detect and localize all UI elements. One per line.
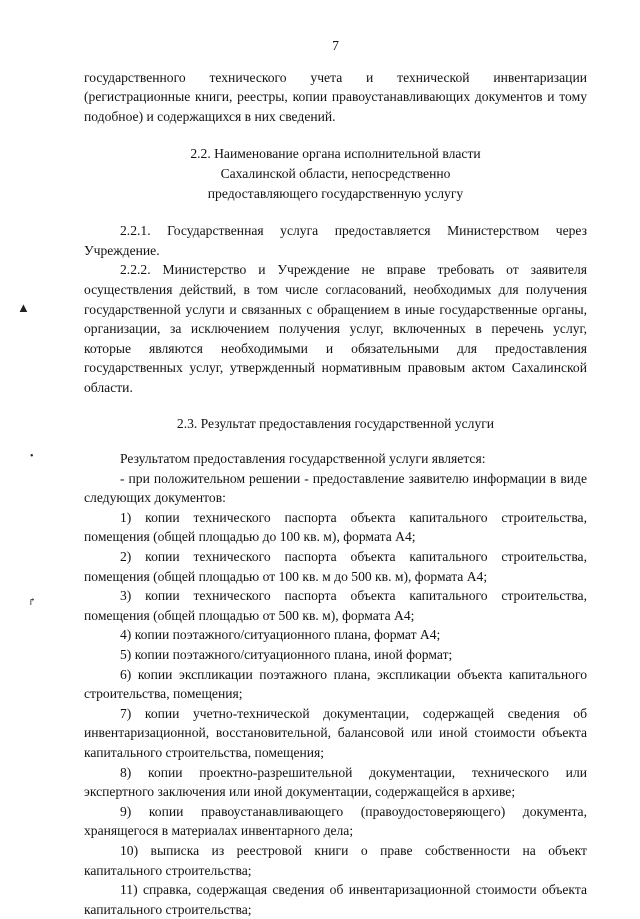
page-number: 7 [332, 38, 339, 53]
list-item: 11) справка, содержащая сведения об инвентаризационной стоимости объекта капитального строительства; [84, 882, 587, 917]
list-item: 4) копии поэтажного/ситуационного плана, формат А4; [120, 627, 441, 643]
section-2-3-heading: 2.3. Результат предоставления государственной услуги [176, 415, 495, 431]
list-item: 2) копии технического паспорта объекта капитального строительства, помещения (общей площадью от 100 кв. м до 500 кв. м), формата А4; [84, 549, 587, 584]
section-heading-line: предоставляющего государственную услугу [207, 185, 464, 201]
result-lead: Результатом предоставления государственной услуги является: [120, 451, 486, 467]
section-2-2-heading [84, 144, 587, 203]
list-item: 5) копии поэтажного/ситуационного плана, иной формат; [120, 647, 453, 663]
list-item: 1) копии технического паспорта объекта капитального строительства, помещения (общей площадью до 100 кв. м), формата А4; [84, 509, 587, 545]
section-heading-line: 2.2. Наименование органа исполнительной власти [190, 146, 481, 162]
document-page [84, 36, 587, 919]
list-item: 9) копии правоустанавливающего (правоудостоверяющего) документа, хранящегося в материалах инвентарного дела; [84, 803, 587, 839]
margin-mark: ↱ [28, 597, 37, 608]
positive-decision: - при положительном решении - предоставление заявителю информации в виде следующих документов: [84, 470, 587, 506]
list-item: 7) копии учетно-технической документации, содержащей сведения об инвентаризационной, восстановительной, балансовой или иной стоимости объекта капитального строительства, помещения; [84, 705, 587, 760]
paragraph-2-2-2: 2.2.2. Министерство и Учреждение не вправе требовать от заявителя осуществления действий, в том числе согласований, необходимых для получения государственной услуги и связанных с обращением в иные государственные органы, организации, за исключением получения услуг, включенных в перечень услуг, которые являются необходимыми и обязательными для предоставления государственных услуг, утвержденный нормативным правовым актом Сахалинской области. [84, 262, 587, 395]
intro-paragraph: государственного технического учета и технической инвентаризации (регистрационные книги, реестры, копии правоустанавливающих документов и тому подобное) и содержащихся в них сведений. [84, 69, 587, 124]
list-item: 10) выписка из реестровой книги о праве собственности на объект капитального строительства; [84, 842, 587, 878]
paragraph-2-2-1: 2.2.1. Государственная услуга предоставляется Министерством через Учреждение. [84, 223, 587, 258]
section-heading-line: Сахалинской области, непосредственно [220, 165, 451, 181]
list-item: 8) копии проектно-разрешительной документации, технического или экспертного заключения или иной документации, содержащейся в архиве; [84, 764, 587, 800]
margin-mark: • [30, 451, 34, 462]
list-item: 3) копии технического паспорта объекта капитального строительства, помещения (общей площадью от 500 кв. м), формата А4; [84, 588, 587, 623]
list-item: 6) копии экспликации поэтажного плана, экспликации объекта капитального строительства, помещения; [84, 666, 587, 702]
margin-mark: ▲ [17, 300, 30, 315]
